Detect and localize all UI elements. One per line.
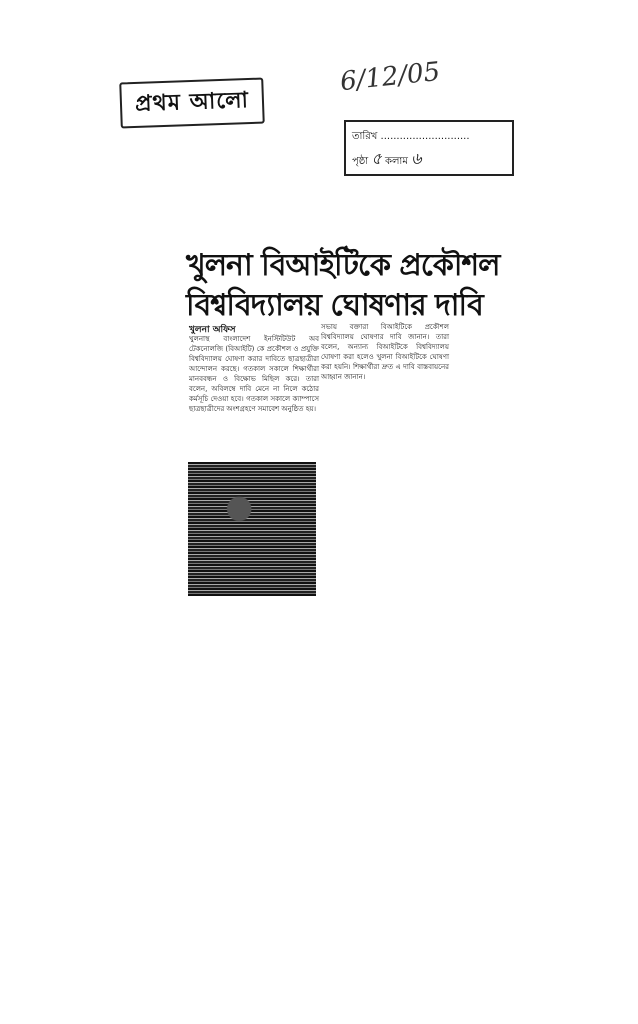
ref-date-dots: ............................ <box>380 131 470 142</box>
article-headline <box>186 246 500 326</box>
headline-line-1: খুলনা বিআইটিকে প্রকৌশল <box>186 248 500 283</box>
ref-page-row <box>352 148 506 173</box>
newspaper-name: প্রথম আলো <box>134 87 250 117</box>
newspaper-name-stamp <box>119 78 265 129</box>
ref-date-label: তারিখ <box>352 131 378 142</box>
ref-page-label: পৃষ্ঠা <box>352 156 369 167</box>
ref-page-value: ৫ <box>371 149 382 168</box>
article-byline: খুলনা অফিস <box>189 325 236 335</box>
article-right-column: সভায় বক্তারা বিআইটিকে প্রকৌশল বিশ্ববিদ্যালয় ঘোষণার দাবি জানান। তারা বলেন, অন্যান্য বিআইটিকে বিশ্ববিদ্যালয় ঘোষণা করা হলেও খুলনা বিআইটিকে ঘোষণা করা হয়নি। শিক্ষার্থীরা দ্রুত এ দাবি বাস্তবায়নের আহ্বান জানান। <box>321 323 449 381</box>
reference-stamp <box>344 120 514 176</box>
ref-column-label: কলাম <box>384 156 408 167</box>
article-left-column: খুলনাস্থ বাংলাদেশ ইনস্টিটিউট অব টেকনোলজি (বিআইটি) কে প্রকৌশল ও প্রযুক্তি বিশ্ববিদ্যালয় ঘোষণা করার দাবিতে ছাত্রছাত্রীরা আন্দোলন করছে। গতকাল সকালে শিক্ষার্থীরা মানববন্ধন ও বিক্ষোভ মিছিল করে। তারা বলেন, অবিলম্বে দাবি মেনে না নিলে কঠোর কর্মসূচি দেওয়া হবে। গতকাল সকালে ক্যাম্পাসে ছাত্রছাত্রীদের অংশগ্রহণে সমাবেশ অনুষ্ঠিত হয়। <box>189 335 319 413</box>
ref-column-value: ৬ <box>411 149 422 168</box>
ref-date-row <box>352 126 506 148</box>
handwritten-date: 6/12/05 <box>338 56 442 98</box>
headline-line-2: বিশ্ববিদ্যালয় ঘোষণার দাবি <box>186 288 483 323</box>
article-photo <box>188 462 316 596</box>
